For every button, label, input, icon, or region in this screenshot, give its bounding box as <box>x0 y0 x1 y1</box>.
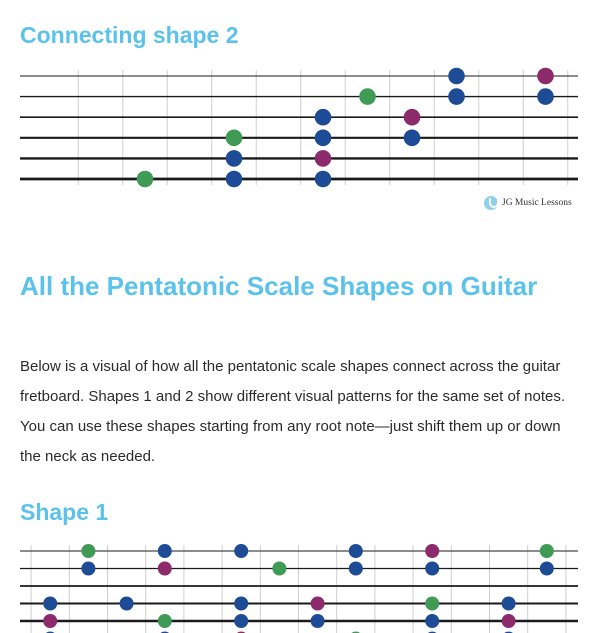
scale-note-dot <box>448 68 465 85</box>
scale-note-dot <box>315 171 332 188</box>
root-note-dot <box>158 562 172 576</box>
scale-note-dot <box>425 562 439 576</box>
green-note-dot <box>425 597 439 611</box>
scale-note-dot <box>234 597 248 611</box>
green-note-dot <box>359 88 376 105</box>
scale-note-dot <box>349 562 363 576</box>
green-note-dot <box>158 614 172 628</box>
root-note-dot <box>404 109 421 126</box>
root-note-dot <box>315 150 332 167</box>
scale-note-dot <box>502 597 516 611</box>
green-note-dot <box>226 130 243 147</box>
fretboard-diagram-shape-1 <box>0 540 600 633</box>
intro-paragraph: Below is a visual of how all the pentatonic scale shapes connect across the guitar fretboard. Shapes 1 and 2 show different visual patterns for the same set of notes. You can use these shapes starting from any root note—just shift them up or down the neck as needed. <box>20 358 566 465</box>
green-note-dot <box>137 171 154 188</box>
scale-note-dot <box>81 562 95 576</box>
green-note-dot <box>272 562 286 576</box>
scale-note-dot <box>404 130 421 147</box>
scale-note-dot <box>158 544 172 558</box>
scale-note-dot <box>448 88 465 105</box>
jg-logo-icon <box>484 196 498 210</box>
scale-note-dot <box>315 109 332 126</box>
fretboard-diagram-connecting-shape-2 <box>0 62 600 192</box>
root-note-dot <box>425 544 439 558</box>
scale-note-dot <box>120 597 134 611</box>
scale-note-dot <box>226 150 243 167</box>
scale-note-dot <box>226 171 243 188</box>
heading-connecting-shape-2: Connecting shape 2 <box>20 22 239 48</box>
scale-note-dot <box>537 88 554 105</box>
scale-note-dot <box>349 544 363 558</box>
root-note-dot <box>311 597 325 611</box>
green-note-dot <box>540 544 554 558</box>
root-note-dot <box>43 614 57 628</box>
heading-all-pentatonic-shapes: All the Pentatonic Scale Shapes on Guitar <box>20 271 538 301</box>
scale-note-dot <box>540 562 554 576</box>
heading-shape-1: Shape 1 <box>20 499 109 525</box>
root-note-dot <box>502 614 516 628</box>
green-note-dot <box>81 544 95 558</box>
watermark-text: JG Music Lessons <box>502 198 572 208</box>
scale-note-dot <box>425 614 439 628</box>
scale-note-dot <box>234 614 248 628</box>
watermark <box>484 196 572 210</box>
scale-note-dot <box>311 614 325 628</box>
scale-note-dot <box>315 130 332 147</box>
root-note-dot <box>537 68 554 85</box>
scale-note-dot <box>43 597 57 611</box>
scale-note-dot <box>234 544 248 558</box>
